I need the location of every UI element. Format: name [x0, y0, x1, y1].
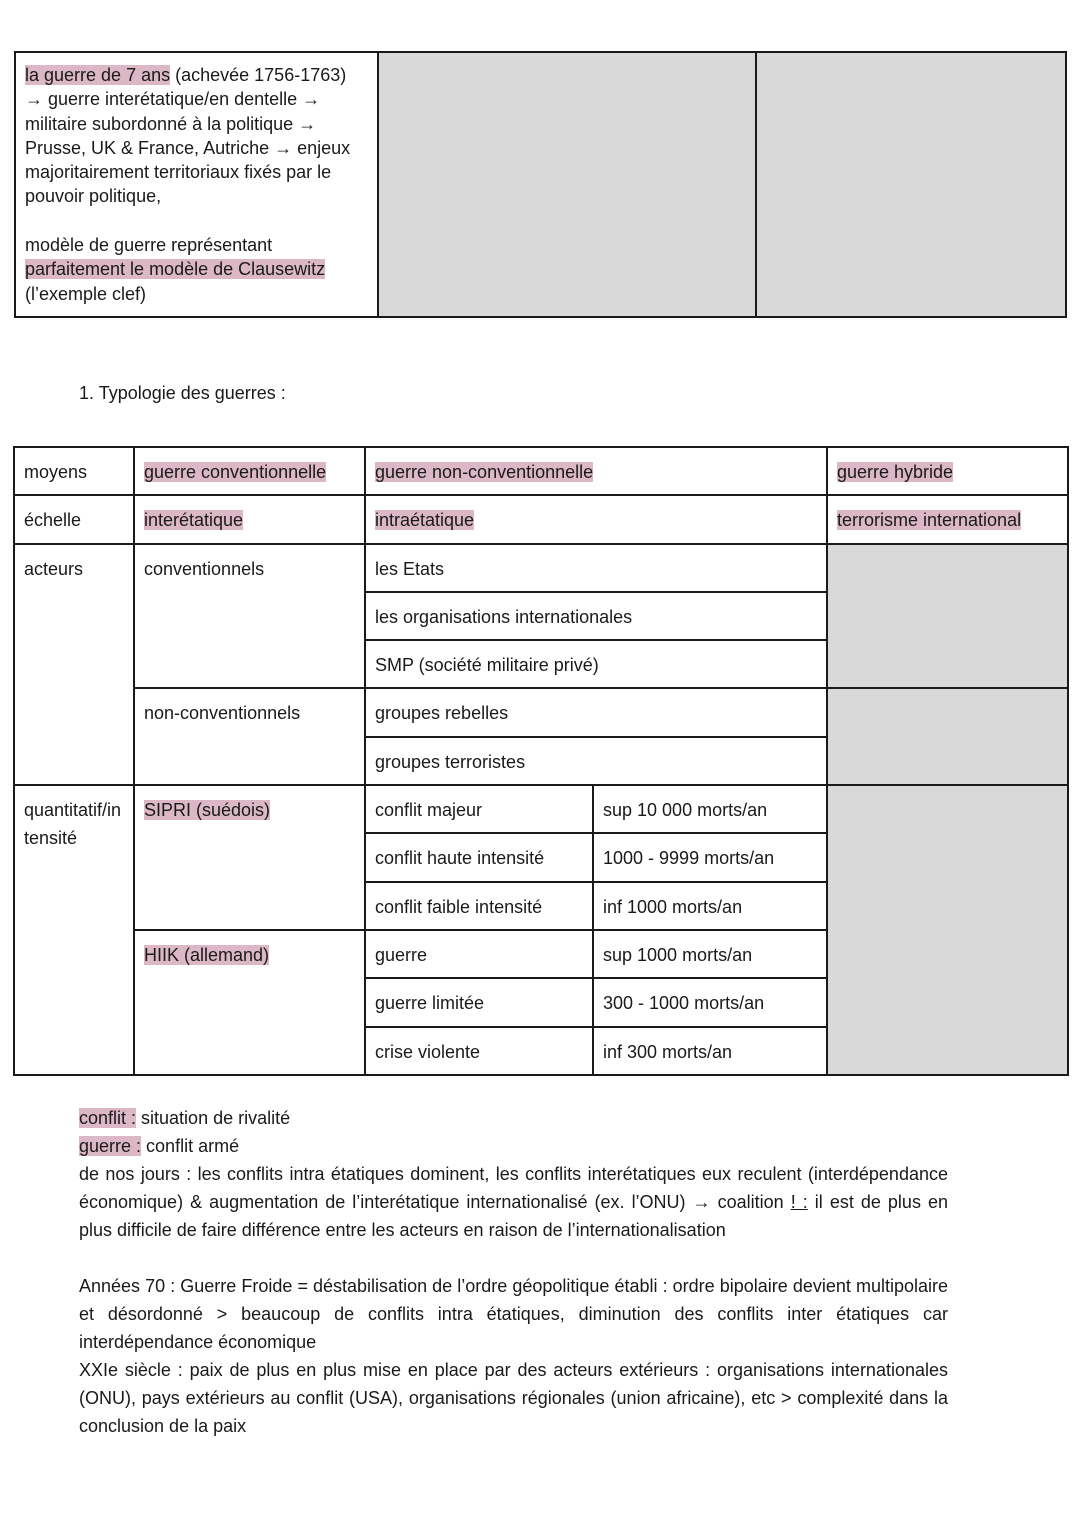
death-threshold: 1000 - 9999 morts/an: [593, 833, 827, 881]
cell-conventional-actors: conventionnels: [134, 544, 365, 689]
conflict-type: conflit haute intensité: [365, 833, 593, 881]
row-label-intensite: quantitatif/intensité: [14, 785, 134, 1075]
actor-item: les organisations internationales: [365, 592, 827, 640]
death-threshold: sup 10 000 morts/an: [593, 785, 827, 833]
definition-guerre: guerre : conflit armé: [79, 1136, 240, 1156]
death-threshold: inf 300 morts/an: [593, 1027, 827, 1075]
seven-years-war-table: [14, 51, 1067, 318]
definition-conflit: conflit : situation de rivalité: [79, 1108, 291, 1128]
conflict-type: conflit majeur: [365, 785, 593, 833]
actor-item: les Etats: [365, 544, 827, 592]
cell-intrastate: intraétatique: [365, 495, 827, 543]
table-row: [14, 447, 1068, 495]
section-heading: 1. Typologie des guerres :: [79, 383, 286, 403]
paragraph-cold-war: Années 70 : Guerre Froide = déstabilisation de l’ordre géopolitique établi : ordre bipolaire devient multipolaire et désordonné > beaucoup de conflits intra étatiques, diminution des conflits inter étatiques car interdépendance économique: [79, 1276, 948, 1352]
clausewitz-highlight: parfaitement le modèle de Clausewitz: [25, 259, 326, 280]
table-row: [14, 544, 1068, 592]
empty-shaded-cell: [378, 52, 756, 317]
paragraph-nowadays: de nos jours : les conflits intra étatiques dominent, les conflits interétatiques eux reculent (interdépendance économique) & augmentation de l’interétatique internationalisé (ex. l’ONU) → coalition ! : il est de plus en plus difficile de faire différence entre les acteurs en raison de l’internationalisation: [79, 1164, 948, 1240]
cell-interstate: interétatique: [134, 495, 365, 543]
empty-shaded-cell: [756, 52, 1066, 317]
war-typology-table: [13, 446, 1069, 1076]
notes-section: [79, 1104, 948, 1440]
table-row: [14, 785, 1068, 833]
attention-mark: ! :: [790, 1192, 808, 1212]
death-threshold: inf 1000 morts/an: [593, 882, 827, 930]
actor-item: groupes rebelles: [365, 688, 827, 736]
conflict-type: crise violente: [365, 1027, 593, 1075]
empty-shaded-cell: [827, 785, 1068, 1075]
cell-hybrid-war: guerre hybride: [827, 447, 1068, 495]
row-label-acteurs: acteurs: [14, 544, 134, 785]
paragraph-21st-century: XXIe siècle : paix de plus en plus mise en place par des acteurs extérieurs : organisations internationales (ONU), pays extérieurs au conflit (USA), organisations régionales (union africaine), etc > complexité dans la conclusion de la paix: [79, 1360, 948, 1436]
conflict-type: guerre limitée: [365, 978, 593, 1026]
table-row: [14, 688, 1068, 736]
seven-years-war-title: la guerre de 7 ans: [25, 65, 171, 85]
cell-international-terrorism: terrorisme international: [827, 495, 1068, 543]
seven-years-war-cell: [15, 52, 378, 317]
cell-non-conventional-war: guerre non-conventionnelle: [365, 447, 827, 495]
empty-shaded-cell: [827, 688, 1068, 785]
empty-shaded-cell: [827, 544, 1068, 689]
seven-years-war-description: (achevée 1756-1763) → guerre interétatique/en dentelle → militaire subordonné à la politique → Prusse, UK & France, Autriche → enjeux majoritairement territoriaux fixés par le pouvoir politique,: [25, 65, 351, 207]
actor-item: SMP (société militaire privé): [365, 640, 827, 688]
death-threshold: 300 - 1000 morts/an: [593, 978, 827, 1026]
actor-item: groupes terroristes: [365, 737, 827, 785]
clausewitz-example: (l’exemple clef): [25, 283, 147, 304]
death-threshold: sup 1000 morts/an: [593, 930, 827, 978]
row-label-moyens: moyens: [14, 447, 134, 495]
row-label-echelle: échelle: [14, 495, 134, 543]
clausewitz-intro: modèle de guerre représentant: [25, 235, 273, 256]
cell-non-conventional-actors: non-conventionnels: [134, 688, 365, 785]
conflict-type: guerre: [365, 930, 593, 978]
table-row: [14, 495, 1068, 543]
cell-hiik: HIIK (allemand): [134, 930, 365, 1075]
cell-conventional-war: guerre conventionnelle: [134, 447, 365, 495]
conflict-type: conflit faible intensité: [365, 882, 593, 930]
cell-sipri: SIPRI (suédois): [134, 785, 365, 930]
